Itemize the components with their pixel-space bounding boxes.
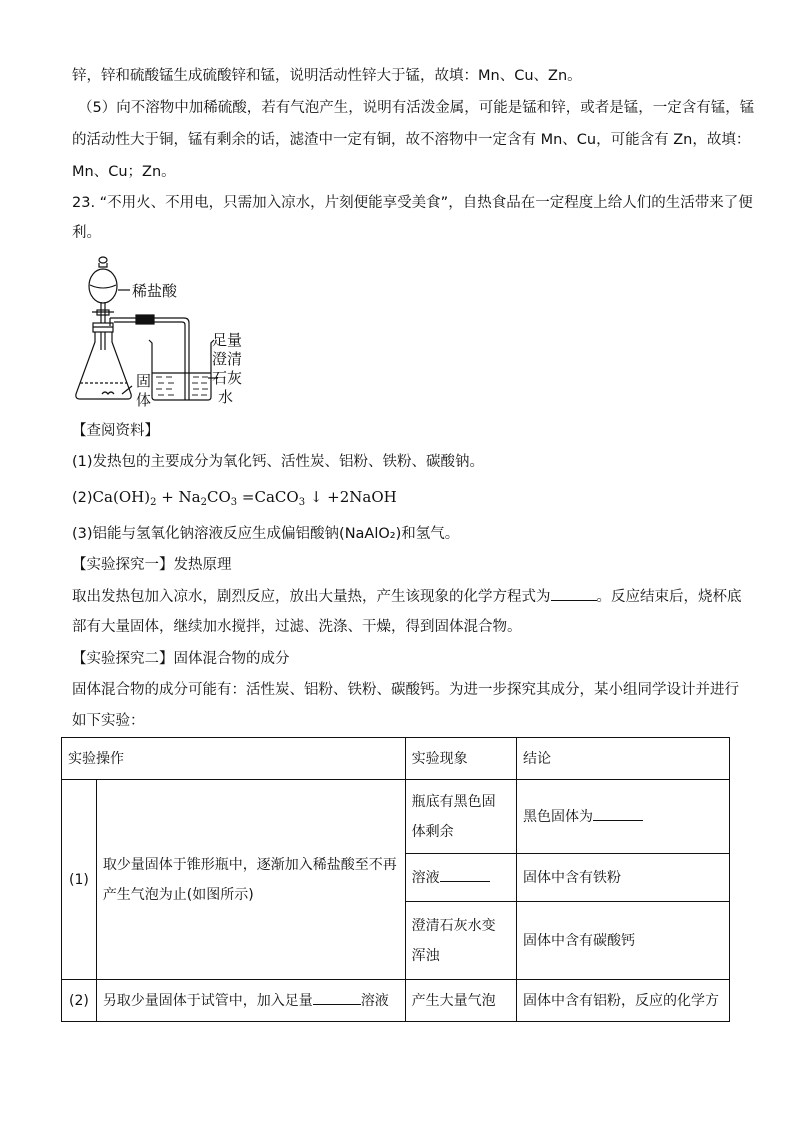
table-row [62,980,730,1022]
header-operation: 实验操作 [62,738,406,780]
conclusion-cell: 固体中含有铁粉 [517,854,730,902]
figure-label-solid: 固 [136,372,152,390]
section-heading: 【查阅资料】 [72,423,159,439]
info-item-2-prefix: (2) [72,490,93,506]
figure-label-limewater: 水 [218,388,234,406]
answer-blank[interactable] [551,586,597,601]
operation-cell: 另取少量固体于试管中，加入足量 溶液 [96,980,405,1022]
experiment-table [61,737,730,1022]
text-line: （5）向不溶物中加稀硫酸，若有气泡产生，说明有活泼金属，可能是锰和锌，或者是锰，一定含有锰，锰 [78,100,755,116]
text-line: 部有大量固体，继续加水搅拌，过滤、洗涤、干燥，得到固体混合物。 [72,619,522,635]
text-line: 的活动性大于铜，锰有剩余的话，滤渣中一定有铜，故不溶物中一定含有 Mn、Cu，可能含有 Zn，故填： [72,132,751,148]
answer-blank[interactable] [440,867,490,882]
figure-label-limewater: 足量 [212,331,243,349]
header-conclusion: 结论 [517,738,730,780]
answer-blank[interactable] [313,990,361,1005]
row-number: (1) [62,780,97,980]
text-line: 固体混合物的成分可能有：活性炭、铝粉、铁粉、碳酸钙。为进一步探究其成分，某小组同学设计并进行 [72,682,739,698]
phenomenon-cell: 溶液 [405,854,516,902]
section-heading: 【实验探究二】固体混合物的成分 [72,651,290,667]
text-line: 取出发热包加入凉水，剧烈反应，放出大量热，产生该现象的化学方程式为 。反应结束后，烧杯底 [72,586,742,607]
question-23-line: 23. “不用火、不用电，只需加入凉水，片刻便能享受美食”，自热食品在一定程度上给人们的生活带来了便 [72,195,753,211]
figure-label-limewater: 澄清 [212,350,243,368]
text-line: Mn、Cu；Zn。 [72,164,176,180]
text-line: 如下实验： [72,713,145,729]
header-phenomenon: 实验现象 [405,738,516,780]
table-row [62,780,730,854]
answer-blank[interactable] [593,806,643,821]
apparatus-figure [72,254,252,414]
section-heading: 【实验探究一】发热原理 [72,557,232,573]
conclusion-cell: 固体中含有铝粉，反应的化学方 [517,980,730,1022]
operation-cell: 取少量固体于锥形瓶中，逐渐加入稀盐酸至不再 产生气泡为止(如图所示) [96,780,405,980]
row-number: (2) [62,980,97,1022]
conclusion-cell: 固体中含有碳酸钙 [517,902,730,980]
text-line: 锌，锌和硫酸锰生成硫酸锌和锰，说明活动性锌大于锰，故填：Mn、Cu、Zn。 [72,68,582,84]
info-item-2 [72,487,397,513]
table-header-row [62,738,730,780]
figure-label-acid: 稀盐酸 [132,282,178,300]
info-item-1: (1)发热包的主要成分为氧化钙、活性炭、铝粉、铁粉、碳酸钠。 [72,454,485,470]
conclusion-cell: 黑色固体为 [517,780,730,854]
figure-label-solid: 体 [136,391,152,409]
question-23-line: 利。 [72,225,101,241]
phenomenon-cell: 澄清石灰水变 浑浊 [405,902,516,980]
info-item-3: (3)铝能与氢氧化钠溶液反应生成偏铝酸钠(NaAlO₂)和氢气。 [72,526,460,542]
phenomenon-cell: 产生大量气泡 [405,980,516,1022]
chemical-equation: $Ca(OH)_2 + Na_2CO_3$ =CaCO$_3$ ↓ +2NaOH [92,488,397,508]
phenomenon-cell: 瓶底有黑色固 体剩余 [405,780,516,854]
figure-label-limewater: 石灰 [212,369,243,387]
